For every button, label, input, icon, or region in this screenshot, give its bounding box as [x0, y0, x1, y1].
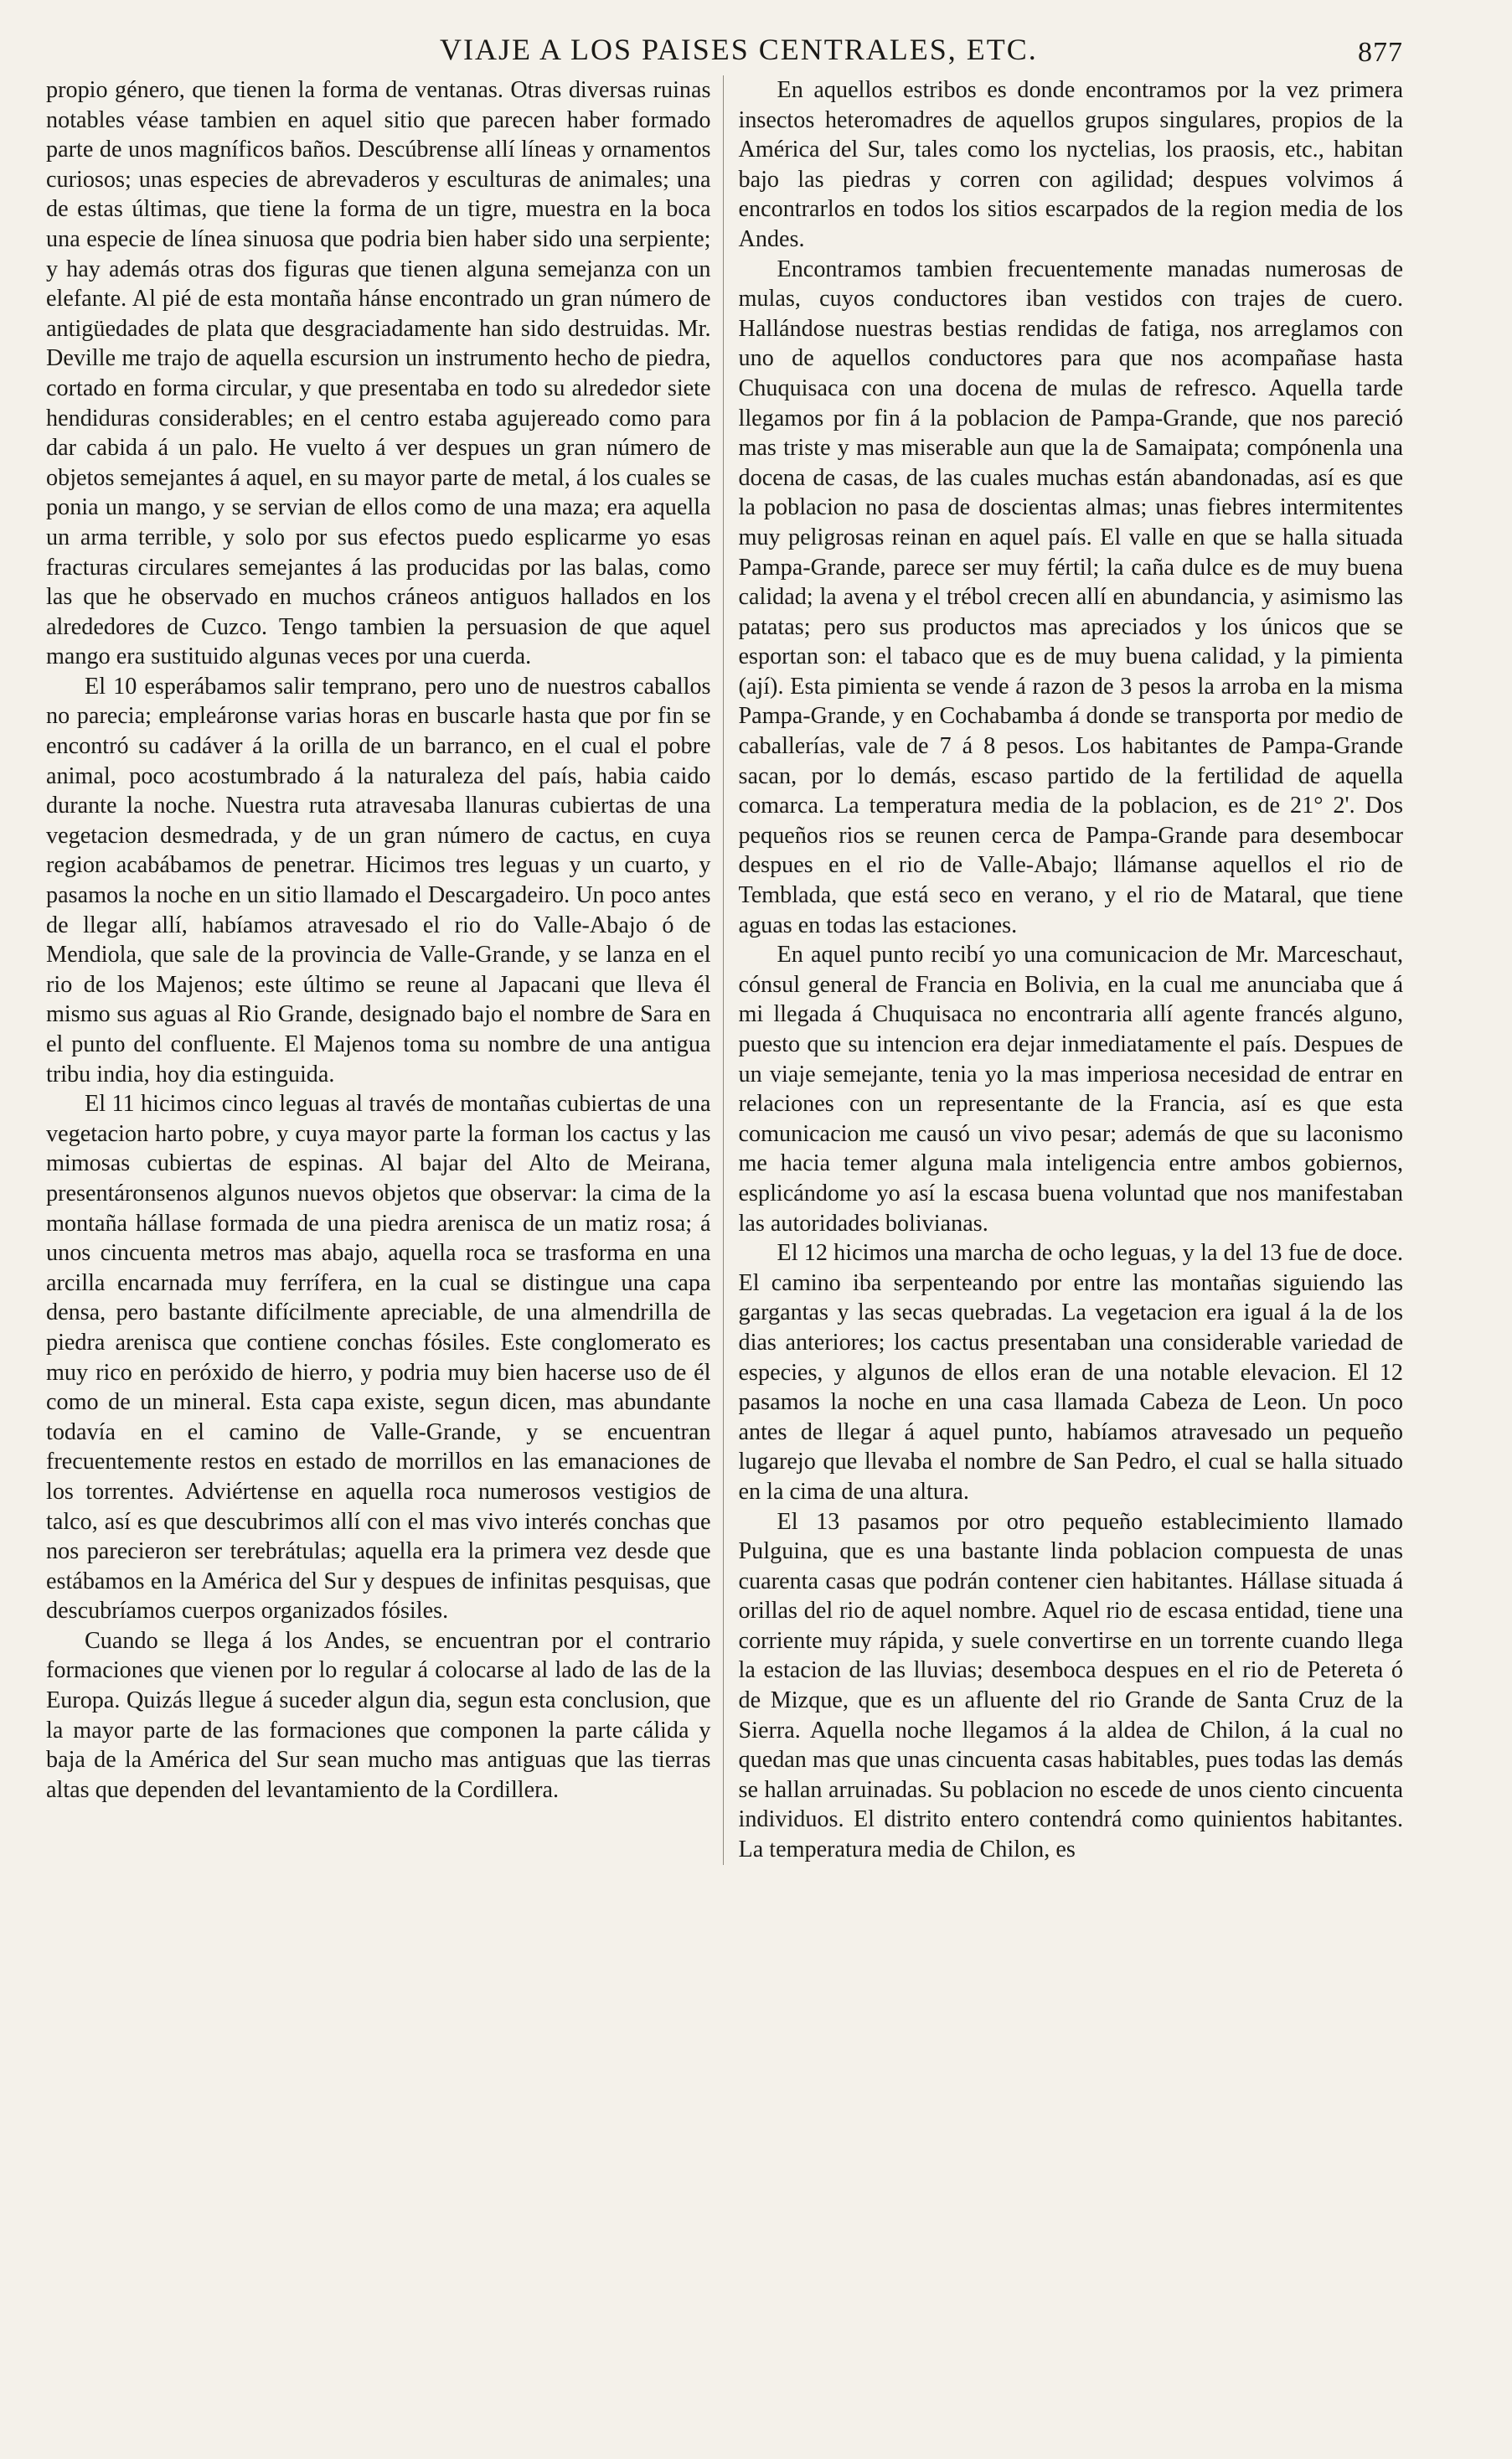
- paragraph: propio género, que tienen la forma de ventanas. Otras diversas ruinas notables véase tambien en aquel sitio que parecen haber formado parte de unos magníficos baños. Descúbrense allí líneas y ornamentos curiosos; unas especies de abrevaderos y esculturas de animales; una de estas últimas, que tiene la forma de un tigre, muestra en la boca una especie de línea sinuosa que podria bien haber sido una serpiente; y hay además otras dos figuras que tienen alguna semejanza con un elefante. Al pié de esta montaña hánse encontrado un gran número de antigüedades de plata que desgraciadamente han sido destruidas. Mr. Deville me trajo de aquella escursion un instrumento hecho de piedra, cortado en forma circular, y que presentaba en todo su alrededor siete hendiduras considerables; en el centro estaba agujereado como para dar cabida á un palo. He vuelto á ver despues un gran número de objetos semejantes á aquel, en su mayor parte de metal, á los cuales se ponia un mango, y se servian de ellos como de una maza; era aquella un arma terrible, y solo por sus efectos puedo esplicarme yo esas fracturas circulares semejantes á las producidas por las balas, como las que he observado en muchos cráneos antiguos hallados en los alrededores de Cuzco. Tengo tambien la persuasion de que aquel mango era sustituido algunas veces por una cuerda.: [46, 77, 711, 670]
- two-column-body: [46, 75, 1403, 1865]
- paragraph: El 13 pasamos por otro pequeño establecimiento llamado Pulguina, que es una bastante linda poblacion compuesta de unas cuarenta casas que podrán contener cien habitantes. Hállase situada á orillas del rio de aquel nombre. Aquel rio de escasa entidad, tiene una corriente muy rápida, y suele convertirse en un torrente cuando llega la estacion de las lluvias; desemboca despues en el rio de Petereta ó de Mizque, que es un afluente del rio Grande de Santa Cruz de la Sierra. Aquella noche llegamos á la aldea de Chilon, á la cual no quedan mas que unas cincuenta casas habitables, pues todas las demás se hallan arruinadas. Su poblacion no escede de unos ciento cincuenta individuos. El distrito entero contendrá como quinientos habitantes. La temperatura media de Chilon, es: [738, 1508, 1404, 1863]
- running-header: [46, 32, 1403, 75]
- paragraph: El 11 hicimos cinco leguas al través de montañas cubiertas de una vegetacion harto pobre, y cuya mayor parte la forman los cactus y las mimosas cubiertas de espinas. Al bajar del Alto de Meirana, presentáronsenos algunos nuevos objetos que observar: la cima de la montaña hállase formada de una piedra arenisca de un matiz rosa; á unos cincuenta metros mas abajo, aquella roca se trasforma en una arcilla encarnada muy ferrífera, en la cual se distingue una capa densa, pero bastante difícilmente apreciable, de una almendrilla de piedra arenisca que contiene conchas fósiles. Este conglomerato es muy rico en peróxido de hierro, y podria muy bien hacerse uso de él como de un mineral. Esta capa existe, segun dicen, mas abundante todavía en el camino de Valle-Grande, y se encuentran frecuentemente restos en estado de morrillos en las emanaciones de los torrentes. Adviértense en aquella roca numerosos vestigios de talco, así es que descubrimos allí con el mas vivo interés conchas que nos parecieron ser terebrátulas; aquella era la primera vez desde que estábamos en la América del Sur y despues de infinitas pesquisas, que descubríamos cuerpos organizados fósiles.: [46, 1091, 711, 1625]
- right-column: [739, 75, 1404, 1865]
- paragraph: El 12 hicimos una marcha de ocho leguas, y la del 13 fue de doce. El camino iba serpenteando por entre las montañas siguiendo las gargantas y las secas quebradas. La vegetacion era igual á la de los dias anteriores; los cactus presentaban una considerable variedad de especies, y algunos de ellos eran de una notable elevacion. El 12 pasamos la noche en una casa llamada Cabeza de Leon. Un poco antes de llegar á aquel punto, habíamos atravesado un pequeño lugarejo que llevaba el nombre de San Pedro, el cual se halla situado en la cima de una altura.: [738, 1240, 1404, 1505]
- running-title: VIAJE A LOS PAISES CENTRALES, ETC.: [440, 33, 1038, 66]
- paragraph: Cuando se llega á los Andes, se encuentran por el contrario formaciones que vienen por lo regular á colocarse al lado de las de la Europa. Quizás llegue á suceder algun dia, segun esta conclusion, que la mayor parte de las formaciones que componen la parte cálida y baja de la América del Sur sean mucho mas antiguas que las tierras altas que dependen del levantamiento de la Cordillera.: [46, 1627, 711, 1803]
- column-divider: [723, 75, 724, 1865]
- paragraph: Encontramos tambien frecuentemente manadas numerosas de mulas, cuyos conductores iban vestidos con trajes de cuero. Hallándose nuestras bestias rendidas de fatiga, nos arreglamos con uno de aquellos conductores para que nos acompañase hasta Chuquisaca con una docena de mulas de refresco. Aquella tarde llegamos por fin á la poblacion de Pampa-Grande, que nos pareció mas triste y mas miserable aun que la de Samaipata; compónenla una docena de casas, de las cuales muchas están abandonadas, así es que la poblacion no pasa de doscientas almas; unas fiebres intermitentes muy peligrosas reinan en aquel país. El valle en que se halla situada Pampa-Grande, parece ser muy fértil; la caña dulce es de muy buena calidad; la avena y el trébol crecen allí en abundancia, y asimismo las patatas; pero sus productos mas apreciados y los únicos que se esportan son: el tabaco que es de muy buena calidad, y la pimienta (ají). Esta pimienta se vende á razon de 3 pesos la arroba en la misma Pampa-Grande, y en Cochabamba á donde se transporta por medio de caballerías, vale de 7 á 8 pesos. Los habitantes de Pampa-Grande sacan, por lo demás, escaso partido de la fertilidad de aquella comarca. La temperatura media de la poblacion, es de 21° 2'. Dos pequeños rios se reunen cerca de Pampa-Grande para desembocar despues en el rio de Valle-Abajo; llámanse aquellos el rio de Temblada, que está seco en verano, y el rio de Mataral, que tiene aguas en todas las estaciones.: [738, 256, 1404, 938]
- page-number: 877: [1358, 37, 1403, 68]
- paragraph: En aquel punto recibí yo una comunicacion de Mr. Marceschaut, cónsul general de Francia en Bolivia, en la cual me anunciaba que á mi llegada á Chuquisaca no encontraria allí agente francés alguno, puesto que su intencion era dejar inmediatamente el país. Despues de un viaje semejante, tenia yo la mas imperiosa necesidad de entrar en relaciones con un representante de la Francia, así es que esta comunicacion me causó un vivo pesar; además de que su laconismo me hacia temer alguna mala inteligencia entre ambos gobiernos, esplicándome yo así la escasa buena voluntad que nos manifestaban las autoridades bolivianas.: [738, 942, 1404, 1237]
- left-column: [46, 75, 711, 1805]
- paragraph: El 10 esperábamos salir temprano, pero uno de nuestros caballos no parecia; empleáronse varias horas en buscarle hasta que por fin se encontró su cadáver á la orilla de un barranco, en el cual el pobre animal, poco acostumbrado á la naturaleza del país, habia caido durante la noche. Nuestra ruta atravesaba llanuras cubiertas de una vegetacion desmedrada, y de un gran número de cactus, en cuya region acabábamos de penetrar. Hicimos tres leguas y un cuarto, y pasamos la noche en un sitio llamado el Descargadeiro. Un poco antes de llegar allí, habíamos atravesado el rio do Valle-Abajo ó de Mendiola, que sale de la provincia de Valle-Grande, y se lanza en el rio de los Majenos; este último se reune al Japacani que lleva él mismo sus aguas al Rio Grande, designado bajo el nombre de Sara en el punto del confluente. El Majenos toma su nombre de una antigua tribu india, hoy dia estinguida.: [46, 673, 711, 1087]
- paragraph: En aquellos estribos es donde encontramos por la vez primera insectos heteromadres de aquellos grupos singulares, propios de la América del Sur, tales como los nyctelias, los praosis, etc., habitan bajo las piedras y corren con agilidad; despues volvimos á encontrarlos en todos los sitios escarpados de la region media de los Andes.: [738, 77, 1404, 252]
